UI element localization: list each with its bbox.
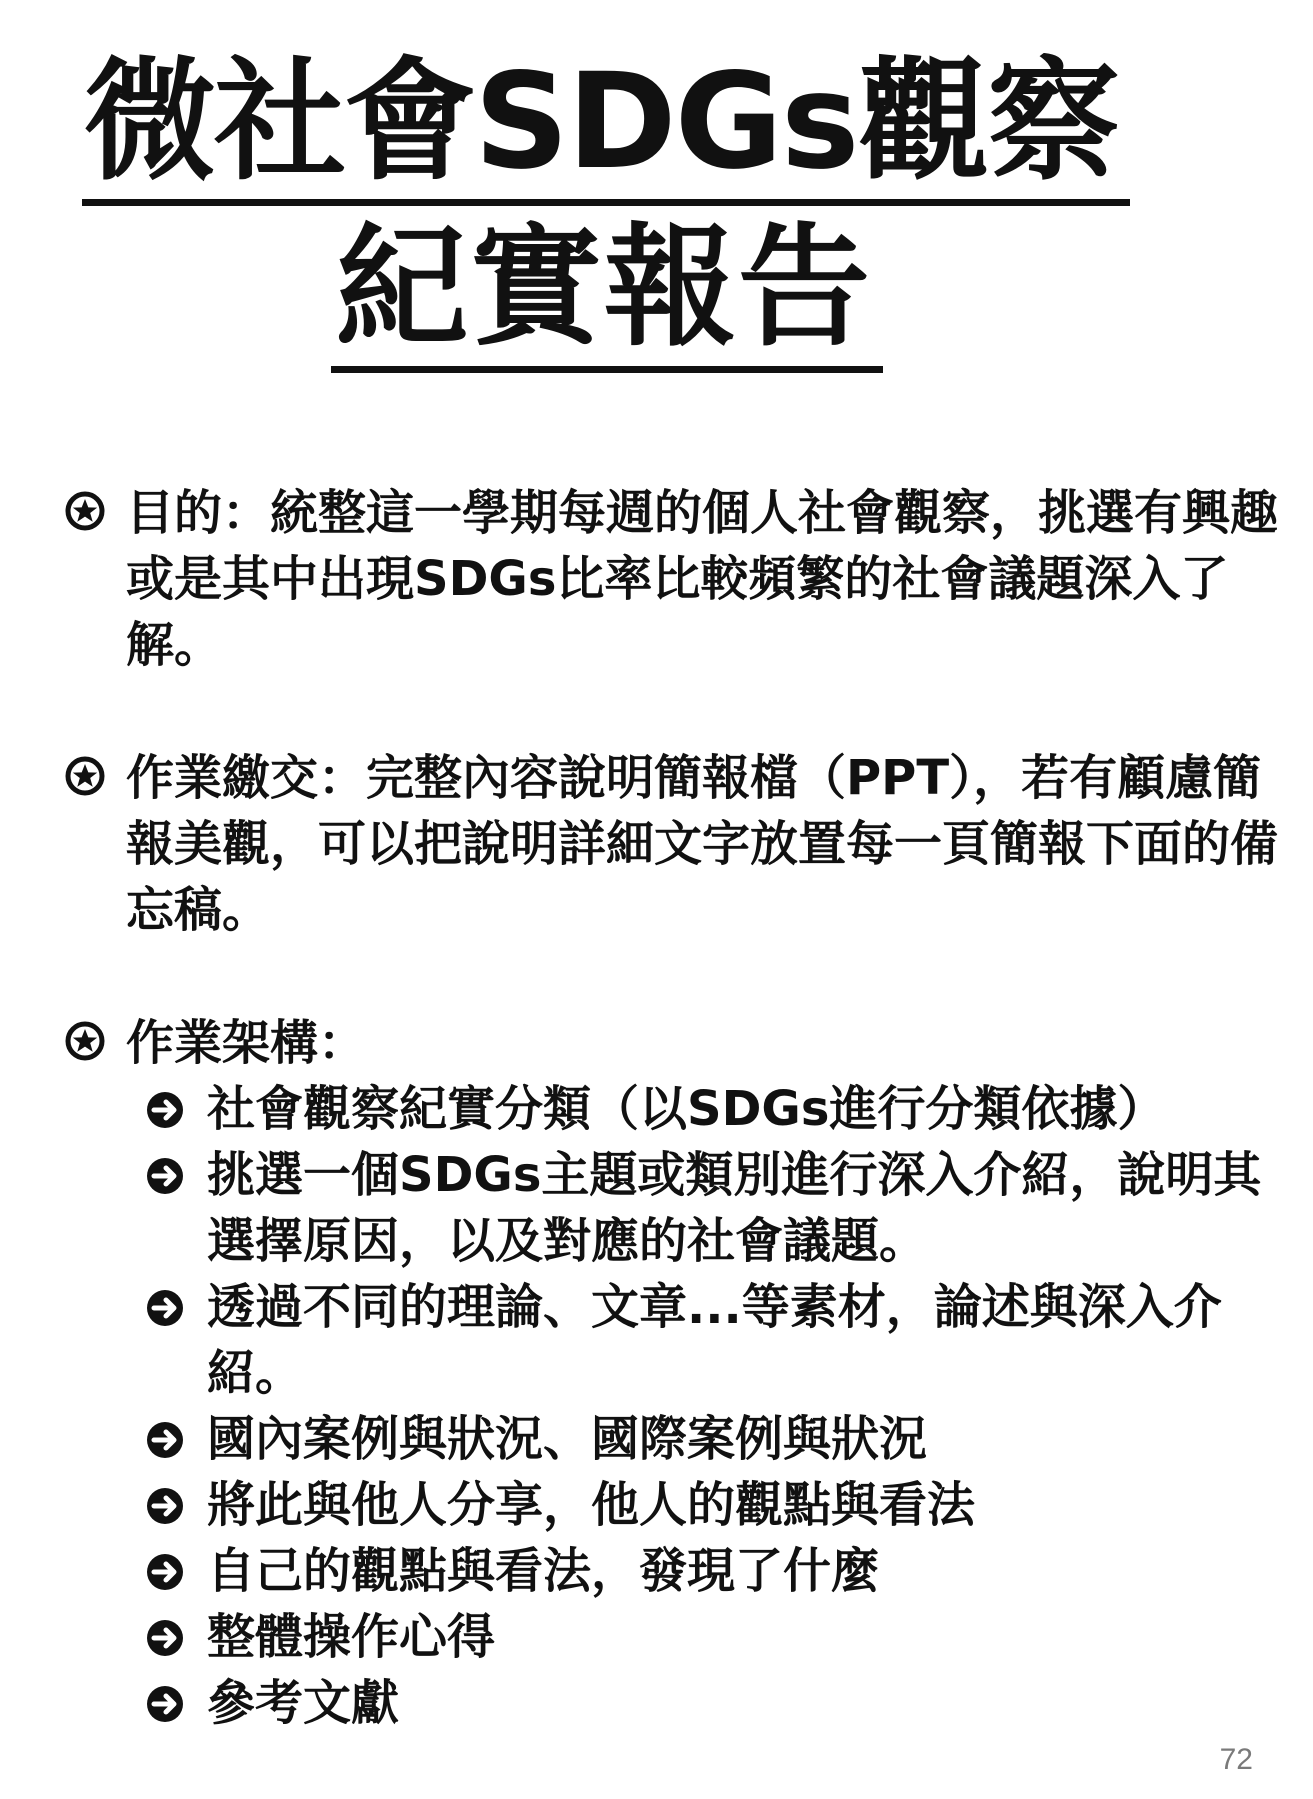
- structure-list: [145, 1076, 1305, 1736]
- list-item: [145, 1538, 1305, 1604]
- section-submission: [60, 745, 1279, 943]
- circle-arrow-right-icon: [145, 1090, 185, 1130]
- list-item: [145, 1604, 1305, 1670]
- list-item: [145, 1406, 1305, 1472]
- list-item: [145, 1670, 1305, 1736]
- list-item-text: 國內案例與狀況、國際案例與狀況: [207, 1411, 928, 1467]
- list-item-text: 參考文獻: [207, 1675, 400, 1731]
- purpose-text: 目的：統整這一學期每週的個人社會觀察，挑選有興趣或是其中出現SDGs比率比較頻繁的社會議題深入了解。: [126, 485, 1279, 673]
- page-number: 72: [1219, 1743, 1253, 1776]
- circle-arrow-right-icon: [145, 1288, 185, 1328]
- structure-heading: 作業架構：: [126, 1015, 367, 1071]
- list-item-text: 透過不同的理論、文章...等素材，論述與深入介紹。: [207, 1279, 1222, 1401]
- star-circle-icon: [64, 1020, 106, 1062]
- circle-arrow-right-icon: [145, 1156, 185, 1196]
- circle-arrow-right-icon: [145, 1486, 185, 1526]
- title-line-1: 微社會SDGs觀察: [84, 45, 1118, 199]
- list-item-text: 整體操作心得: [207, 1609, 496, 1665]
- list-item: [145, 1142, 1305, 1274]
- list-item-text: 自己的觀點與看法，發現了什麼: [207, 1543, 880, 1599]
- list-item: [145, 1472, 1305, 1538]
- list-item-text: 將此與他人分享，他人的觀點與看法: [207, 1477, 976, 1533]
- list-item: [145, 1076, 1305, 1142]
- title-underline-1: [82, 199, 1130, 206]
- section-purpose: [60, 480, 1279, 678]
- list-item-text: 挑選一個SDGs主題或類別進行深入介紹，說明其選擇原因，以及對應的社會議題。: [207, 1147, 1262, 1269]
- circle-arrow-right-icon: [145, 1618, 185, 1658]
- title-line-2: 紀實報告: [336, 211, 872, 365]
- circle-arrow-right-icon: [145, 1420, 185, 1460]
- circle-arrow-right-icon: [145, 1552, 185, 1592]
- list-item-text: 社會觀察紀實分類（以SDGs進行分類依據）: [207, 1081, 1166, 1137]
- title-underline-2: [331, 366, 883, 373]
- list-item: [145, 1274, 1305, 1406]
- submission-text: 作業繳交：完整內容說明簡報檔（PPT），若有顧慮簡報美觀，可以把說明詳細文字放置每一頁簡報下面的備忘稿。: [126, 750, 1279, 938]
- star-circle-icon: [64, 490, 106, 532]
- circle-arrow-right-icon: [145, 1684, 185, 1724]
- star-circle-icon: [64, 755, 106, 797]
- section-structure: [60, 1010, 1260, 1076]
